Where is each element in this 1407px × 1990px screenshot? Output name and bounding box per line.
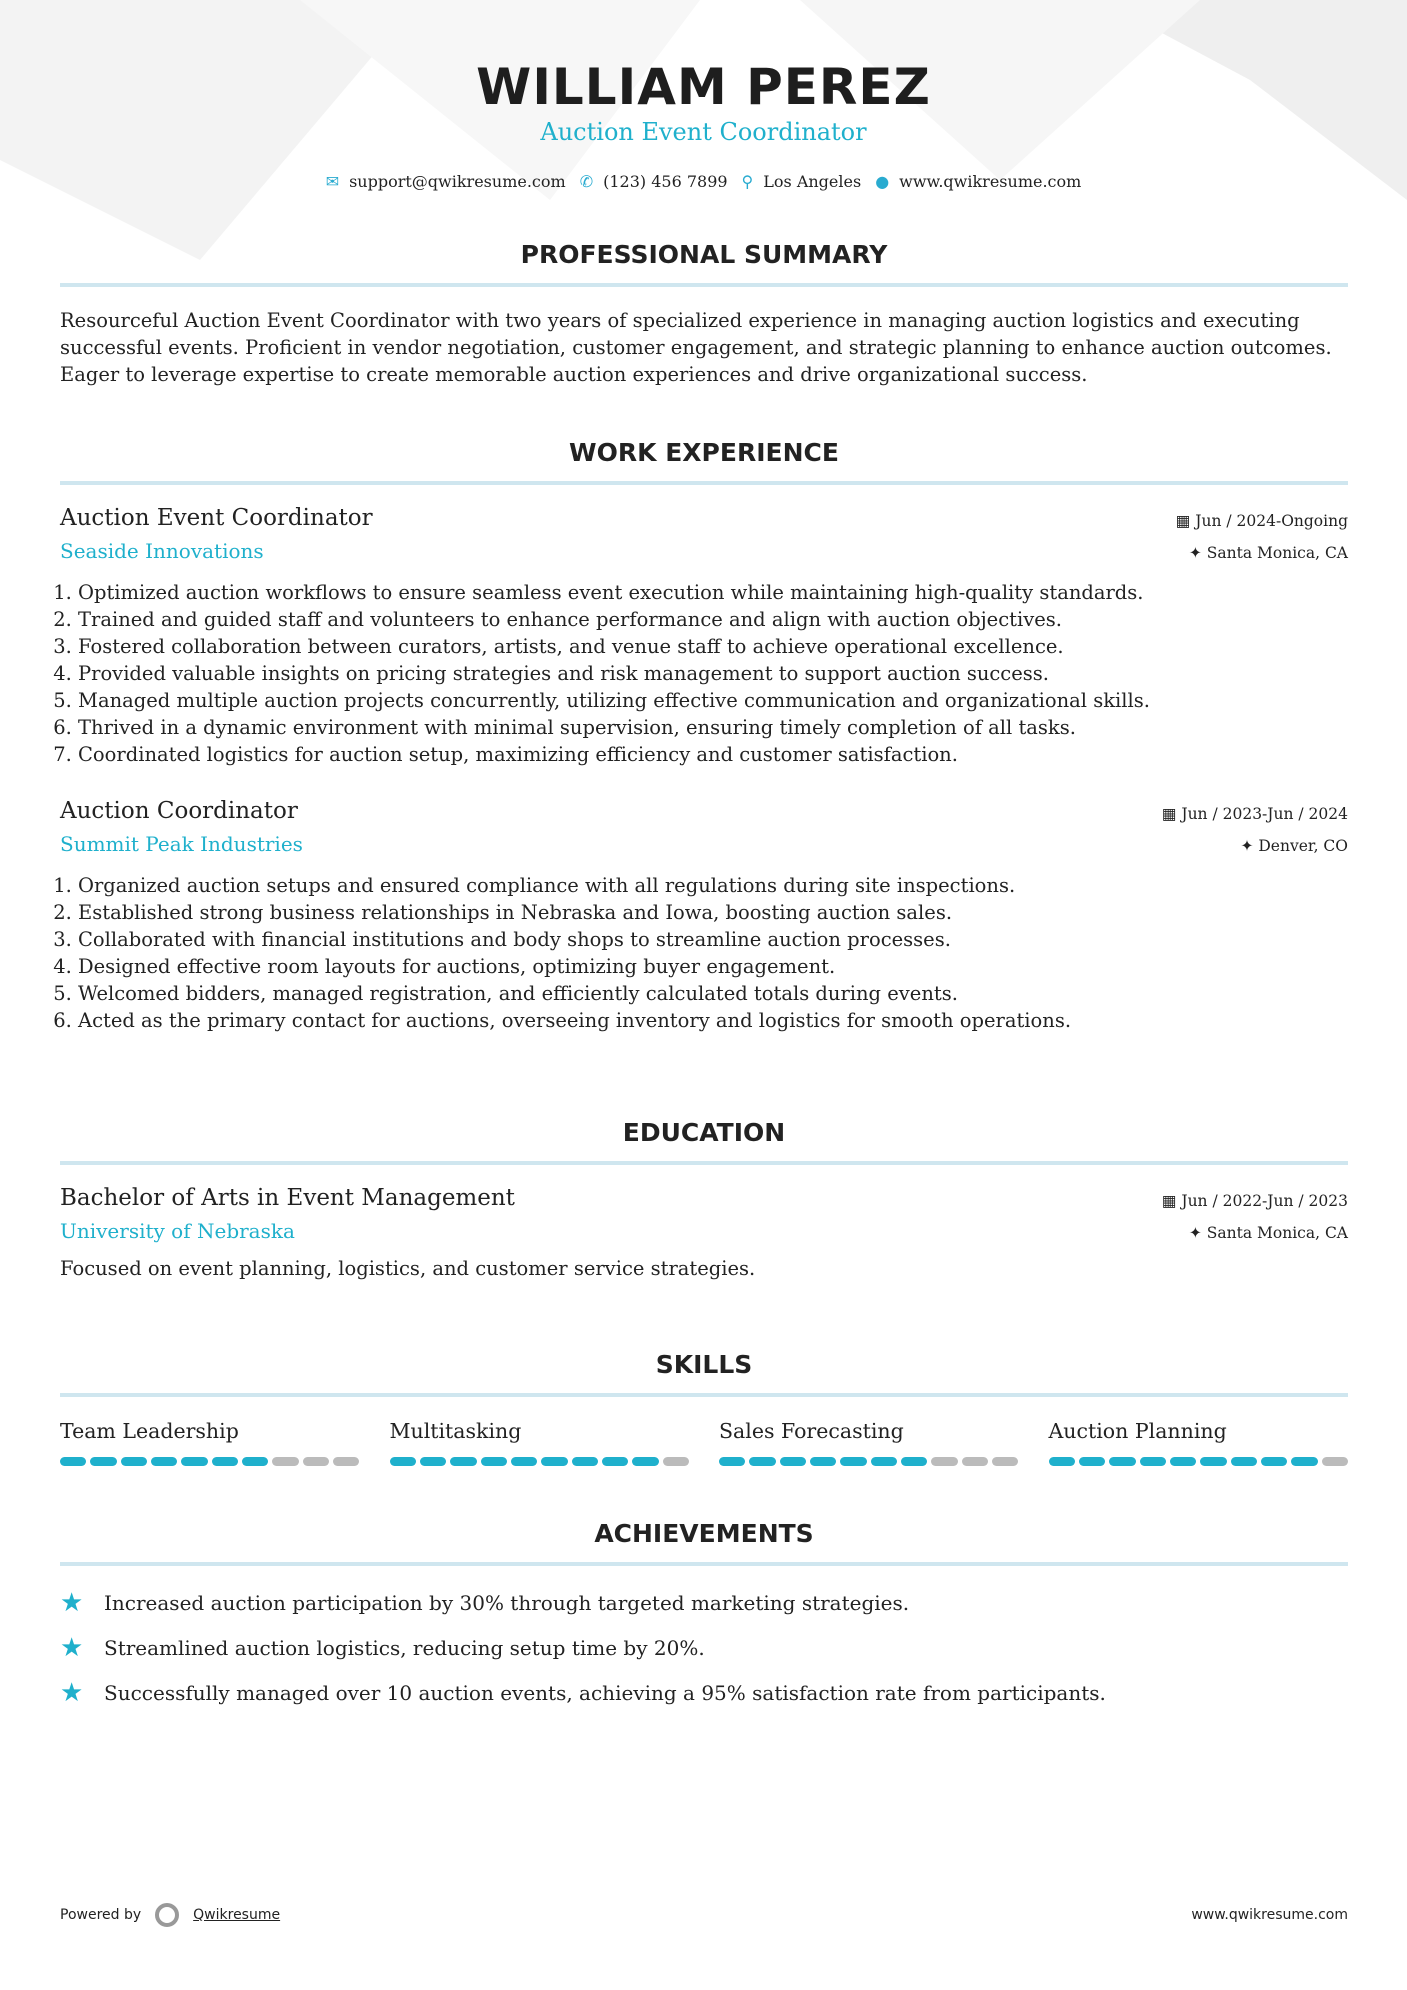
- location-pin-icon: ⚲: [741, 172, 754, 191]
- company-name: Seaside Innovations: [60, 539, 264, 563]
- skill-level-segment: [602, 1457, 628, 1466]
- skill-level-segment: [632, 1457, 658, 1466]
- job-entry: [60, 798, 1348, 1034]
- summary-text: Resourceful Auction Event Coordinator with two years of specialized experience in managing auction logistics and executing successful events. Proficient in vendor negotiation, customer engagement, and strategic planning to enhance auction outcomes. Eager to leverage expertise to create memorable auction experiences and drive organizational success.: [60, 309, 1332, 386]
- skill-level-segment: [420, 1457, 446, 1466]
- skill-level-segment: [992, 1457, 1018, 1466]
- skill-level-segment: [1170, 1457, 1196, 1466]
- star-icon: ★: [60, 1632, 84, 1663]
- skill-level-segment: [541, 1457, 567, 1466]
- skill-level-segment: [749, 1457, 775, 1466]
- education-section: [60, 1118, 1348, 1282]
- job-bullet: 1. Optimized auction workflows to ensure seamless event execution while maintaining high-quality standards.: [78, 579, 1348, 606]
- divider: [60, 481, 1348, 485]
- star-icon: ★: [60, 1587, 84, 1618]
- phone-icon: ✆: [579, 172, 594, 191]
- skill-item: [1049, 1419, 1349, 1466]
- skill-level-segment: [481, 1457, 507, 1466]
- skill-level-segment: [810, 1457, 836, 1466]
- calendar-icon: ▦: [1175, 512, 1196, 530]
- divider: [60, 1393, 1348, 1397]
- achievement-text: Streamlined auction logistics, reducing setup time by 20%.: [104, 1635, 705, 1660]
- education-date: Jun / 2022-Jun / 2023: [1181, 1192, 1348, 1210]
- location-text: Los Angeles: [763, 172, 862, 191]
- skill-level-bar: [60, 1457, 360, 1466]
- skill-level-bar: [719, 1457, 1019, 1466]
- divider: [60, 1161, 1348, 1165]
- achievement-item: [60, 1670, 1348, 1715]
- skill-level-segment: [871, 1457, 897, 1466]
- skill-level-segment: [303, 1457, 329, 1466]
- job-bullet: 6. Thrived in a dynamic environment with minimal supervision, ensuring timely completion of all tasks.: [78, 714, 1348, 741]
- job-title: Auction Coordinator: [60, 798, 298, 824]
- calendar-icon: ▦: [1161, 805, 1182, 823]
- achievement-text: Successfully managed over 10 auction events, achieving a 95% satisfaction rate from participants.: [104, 1680, 1106, 1705]
- skill-level-segment: [333, 1457, 359, 1466]
- skill-level-segment: [840, 1457, 866, 1466]
- pin-icon: ✦: [1188, 544, 1207, 562]
- section-heading: WORK EXPERIENCE: [569, 438, 839, 467]
- pin-icon: ✦: [1188, 1224, 1207, 1242]
- section-heading: PROFESSIONAL SUMMARY: [520, 240, 888, 269]
- skill-level-bar: [390, 1457, 690, 1466]
- company-name: Summit Peak Industries: [60, 832, 303, 856]
- job-bullet: 1. Organized auction setups and ensured compliance with all regulations during site inspections.: [78, 872, 1348, 899]
- email-link[interactable]: support@qwikresume.com: [349, 172, 566, 191]
- summary-section: [60, 240, 1348, 388]
- skill-level-segment: [1231, 1457, 1257, 1466]
- job-bullets: [60, 872, 1348, 1034]
- phone-text: (123) 456 7899: [603, 172, 728, 191]
- contact-bar: [0, 172, 1407, 191]
- qwikresume-logo-icon: [155, 1903, 179, 1927]
- achievement-item: [60, 1580, 1348, 1625]
- skill-level-segment: [1049, 1457, 1075, 1466]
- degree-title: Bachelor of Arts in Event Management: [60, 1185, 515, 1211]
- skill-level-bar: [1049, 1457, 1349, 1466]
- skill-level-segment: [151, 1457, 177, 1466]
- job-date: Jun / 2024-Ongoing: [1195, 512, 1348, 530]
- skill-level-segment: [572, 1457, 598, 1466]
- footer: [60, 1903, 1348, 1927]
- skill-name: Sales Forecasting: [719, 1419, 904, 1443]
- job-bullet: 4. Provided valuable insights on pricing strategies and risk management to support auction success.: [78, 660, 1348, 687]
- skill-level-segment: [242, 1457, 268, 1466]
- skill-level-segment: [1200, 1457, 1226, 1466]
- star-icon: ★: [60, 1677, 84, 1708]
- brand-link[interactable]: Qwikresume: [193, 1907, 281, 1923]
- divider: [60, 1562, 1348, 1566]
- skill-level-segment: [1261, 1457, 1287, 1466]
- skill-name: Team Leadership: [60, 1419, 239, 1443]
- section-heading: SKILLS: [655, 1350, 753, 1379]
- job-bullet: 2. Trained and guided staff and volunteers to enhance performance and align with auction objectives.: [78, 606, 1348, 633]
- website-link[interactable]: www.qwikresume.com: [899, 172, 1082, 191]
- skill-level-segment: [212, 1457, 238, 1466]
- job-location: Santa Monica, CA: [1206, 544, 1348, 562]
- skill-item: [390, 1419, 690, 1466]
- skill-level-segment: [60, 1457, 86, 1466]
- skill-level-segment: [1322, 1457, 1348, 1466]
- achievements-section: [60, 1519, 1348, 1715]
- section-heading: ACHIEVEMENTS: [594, 1519, 814, 1548]
- skill-level-segment: [511, 1457, 537, 1466]
- job-bullet: 5. Welcomed bidders, managed registration, and efficiently calculated totals during events.: [78, 980, 1348, 1007]
- job-bullets: [60, 579, 1348, 768]
- job-bullet: 6. Acted as the primary contact for auctions, overseeing inventory and logistics for smooth operations.: [78, 1007, 1348, 1034]
- job-bullet: 2. Established strong business relationships in Nebraska and Iowa, boosting auction sales.: [78, 899, 1348, 926]
- skill-level-segment: [272, 1457, 298, 1466]
- skill-level-segment: [719, 1457, 745, 1466]
- powered-by-label: Powered by: [60, 1907, 142, 1923]
- job-bullet: 7. Coordinated logistics for auction setup, maximizing efficiency and customer satisfaction.: [78, 741, 1348, 768]
- globe-icon: ●: [875, 172, 890, 191]
- pin-icon: ✦: [1240, 837, 1259, 855]
- education-description: Focused on event planning, logistics, and customer service strategies.: [60, 1257, 756, 1280]
- job-bullet: 3. Collaborated with financial institutions and body shops to streamline auction processes.: [78, 926, 1348, 953]
- skill-level-segment: [181, 1457, 207, 1466]
- achievement-text: Increased auction participation by 30% through targeted marketing strategies.: [104, 1590, 910, 1615]
- skill-level-segment: [1291, 1457, 1317, 1466]
- job-bullet: 3. Fostered collaboration between curators, artists, and venue staff to achieve operational excellence.: [78, 633, 1348, 660]
- skills-section: [60, 1350, 1348, 1466]
- skill-level-segment: [121, 1457, 147, 1466]
- skill-item: [719, 1419, 1019, 1466]
- skill-level-segment: [663, 1457, 689, 1466]
- job-date: Jun / 2023-Jun / 2024: [1181, 805, 1348, 823]
- divider: [60, 283, 1348, 287]
- skill-level-segment: [1109, 1457, 1135, 1466]
- job-bullet: 5. Managed multiple auction projects concurrently, utilizing effective communication and organizational skills.: [78, 687, 1348, 714]
- calendar-icon: ▦: [1161, 1192, 1182, 1210]
- skill-name: Multitasking: [389, 1419, 522, 1443]
- skill-level-segment: [931, 1457, 957, 1466]
- job-entry: [60, 505, 1348, 768]
- school-name: University of Nebraska: [60, 1219, 295, 1243]
- candidate-name: WILLIAM PEREZ: [476, 58, 931, 116]
- candidate-title: Auction Event Coordinator: [540, 118, 867, 146]
- job-title: Auction Event Coordinator: [60, 505, 373, 531]
- footer-website[interactable]: www.qwikresume.com: [1191, 1907, 1348, 1923]
- skill-level-segment: [1079, 1457, 1105, 1466]
- skill-level-segment: [962, 1457, 988, 1466]
- skill-level-segment: [780, 1457, 806, 1466]
- job-location: Denver, CO: [1258, 837, 1348, 855]
- education-location: Santa Monica, CA: [1206, 1224, 1348, 1242]
- skill-level-segment: [901, 1457, 927, 1466]
- skill-level-segment: [390, 1457, 416, 1466]
- section-heading: EDUCATION: [622, 1118, 786, 1147]
- skill-level-segment: [450, 1457, 476, 1466]
- work-section: [60, 438, 1348, 1034]
- skill-level-segment: [90, 1457, 116, 1466]
- achievement-item: [60, 1625, 1348, 1670]
- skill-name: Auction Planning: [1048, 1419, 1227, 1443]
- job-bullet: 4. Designed effective room layouts for auctions, optimizing buyer engagement.: [78, 953, 1348, 980]
- skill-item: [60, 1419, 360, 1466]
- email-icon: ✉: [325, 172, 340, 191]
- skill-level-segment: [1140, 1457, 1166, 1466]
